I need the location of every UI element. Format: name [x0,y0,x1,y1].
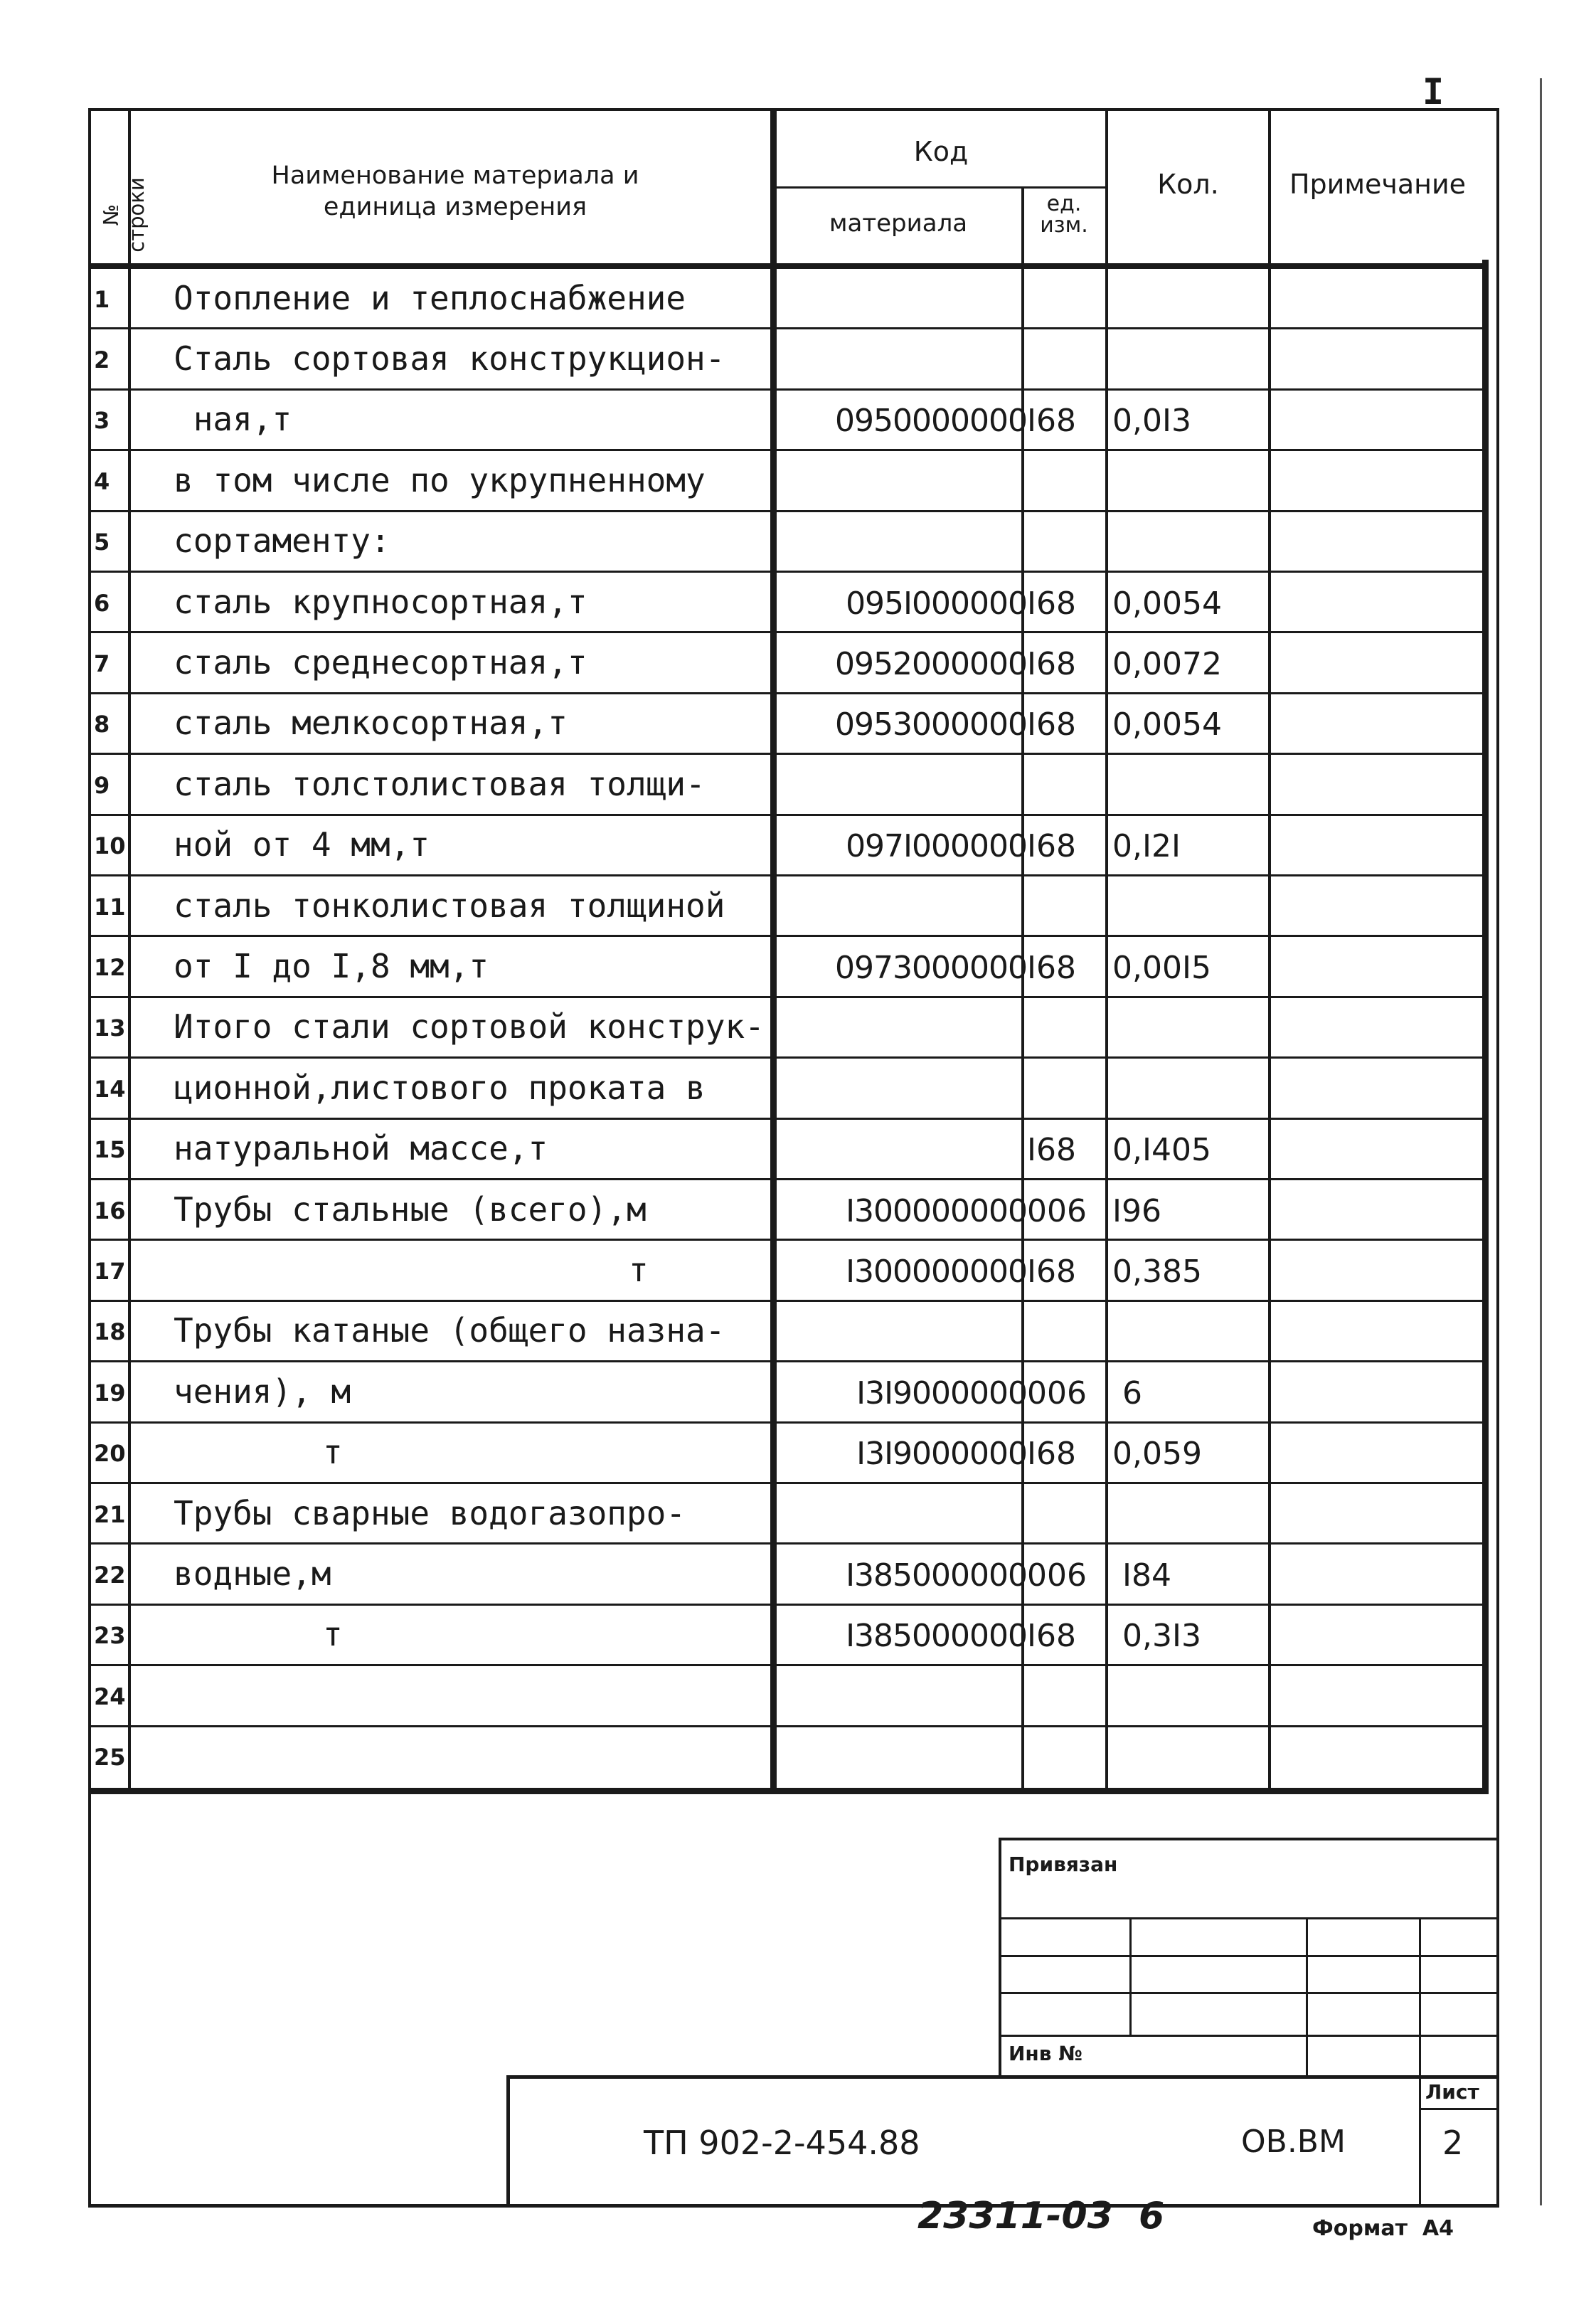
row-unit: I68 [1027,1132,1076,1169]
row-qty: 0,0054 [1112,585,1222,622]
row-number: 10 [94,832,126,860]
tb-section: ОВ.ВМ [1241,2124,1346,2160]
table-row [88,1241,1488,1301]
row-number: 4 [94,467,110,495]
table-row [88,1424,1488,1484]
table-row [88,512,1488,573]
corner-mark: I [1422,71,1445,112]
row-name: Трубы сварные водогазопро- [174,1493,686,1532]
row-qty: 0,00I5 [1112,950,1211,987]
frame-right [1496,108,1499,2207]
row-qty: 0,0I3 [1112,403,1191,440]
row-number: 15 [94,1136,126,1164]
tb-doc-code: ТП 902-2-454.88 [644,2124,920,2162]
header-name: Наименование материала и единица измерения [271,161,639,221]
row-number: 13 [94,1014,126,1042]
row-unit: I68 [1027,706,1076,743]
row-qty: 0,I405 [1112,1132,1211,1169]
row-code: I3I9000000 [856,1374,1027,1411]
tb-sheet-label: Лист [1425,2080,1479,2104]
row-name: натуральной массе,т [174,1129,548,1168]
row-name: чения), м [174,1372,351,1411]
table-row [88,1666,1488,1727]
tb-sheet-number: 2 [1442,2124,1464,2162]
row-name: Сталь сортовая конструкцион- [174,339,725,378]
row-number: 3 [94,407,110,435]
table-row [88,1362,1488,1423]
header-unit: ед. изм. [1040,191,1088,238]
row-number: 19 [94,1379,126,1406]
row-name: Отопление и теплоснабжение [174,278,686,317]
header-material: материала [829,209,968,238]
row-unit: 006 [1027,1557,1087,1594]
row-qty: 0,3I3 [1112,1618,1201,1655]
row-number: 5 [94,529,110,556]
row-unit: I68 [1027,1436,1076,1473]
row-number: 9 [94,771,110,799]
row-name: сталь среднесортная,т [174,643,587,682]
table-row [88,1180,1488,1241]
row-code: 095I000000 [846,585,1027,622]
row-number: 22 [94,1562,126,1589]
tb-attached-top [999,1838,1496,1840]
table-row [88,998,1488,1059]
row-number: 24 [94,1683,126,1710]
row-unit: I68 [1027,950,1076,987]
table-row [88,1606,1488,1666]
row-qty: I96 [1112,1192,1161,1229]
row-number: 18 [94,1318,126,1346]
row-unit: I68 [1027,646,1076,683]
row-number: 2 [94,346,110,374]
row-number: 12 [94,954,126,982]
row-unit: I68 [1027,403,1076,440]
tb-attached-left [999,1838,1001,2077]
row-qty: 6 [1112,1374,1142,1411]
row-number: 1 [94,285,110,313]
row-number: 21 [94,1500,126,1528]
top-right-tick [1540,78,1542,2205]
tb-vline-2 [1306,1917,1308,2077]
row-name: сортаменту: [174,521,390,561]
row-unit: 006 [1027,1374,1087,1411]
header-row-number: № строки [99,177,149,253]
code-subheader-line [770,186,1107,189]
row-name: Трубы стальные (всего),м [174,1190,647,1229]
handwritten-number: 23311-03 6 [917,2195,1165,2237]
table-row [88,1059,1488,1119]
row-number: 17 [94,1258,126,1286]
row-qty: 0,059 [1112,1436,1202,1473]
header-code: Код [913,136,969,167]
row-unit: I68 [1027,1618,1076,1655]
tb-main-top [506,2075,1496,2079]
row-name: от I до I,8 мм,т [174,947,489,986]
row-name: Трубы катаные (общего назна- [174,1311,725,1350]
header-bottom-line [88,263,1488,269]
table-row [88,694,1488,755]
row-name: сталь мелкосортная,т [174,704,568,743]
row-number: 23 [94,1622,126,1650]
paper-format: Формат А4 [1312,2216,1454,2241]
tb-attached-label: Привязан [1009,1853,1118,1876]
tb-vline-1 [1129,1917,1132,2037]
row-number: 7 [94,650,110,678]
row-code: 0952000000 [835,646,1027,683]
row-number: 16 [94,1197,126,1224]
tb-line-2 [999,1955,1496,1957]
row-name: водные,м [174,1554,331,1594]
row-name: т [629,1251,649,1290]
table-row [88,573,1488,633]
tb-sheet-label-line [1419,2108,1497,2110]
row-unit: I68 [1027,585,1076,622]
table-row [88,876,1488,937]
row-number: 25 [94,1744,126,1771]
table-row [88,1484,1488,1545]
table-row [88,391,1488,451]
tb-inv-label: Инв № [1009,2042,1082,2065]
table-row [88,755,1488,815]
table-row [88,1545,1488,1605]
row-code: 0953000000 [835,706,1027,743]
row-code: I300000000 [846,1254,1027,1291]
row-qty: 0,0054 [1112,706,1222,743]
tb-line-1 [999,1917,1496,1919]
frame-bottom [88,2204,1499,2208]
table-row [88,1727,1488,1788]
table-row [88,1302,1488,1362]
row-code: 0950000000 [835,403,1027,440]
frame-top [88,108,1499,111]
table-bottom-line [88,1788,1488,1794]
row-name: в том числе по укрупненному [174,460,706,499]
table-row [88,451,1488,512]
row-code: I3I9000000 [856,1436,1027,1473]
row-name: т [323,1433,343,1472]
header-qty: Кол. [1157,169,1219,200]
row-qty: I84 [1112,1557,1171,1594]
row-number: 20 [94,1440,126,1468]
row-code: I385000000 [846,1618,1027,1655]
row-number: 14 [94,1075,126,1103]
row-name: сталь тонколистовая толщиной [174,886,725,925]
row-name: сталь толстолистовая толщи- [174,764,706,803]
row-name: Итого стали сортовой конструк- [174,1007,765,1047]
tb-line-3 [999,1992,1496,1994]
row-name: т [323,1615,343,1654]
table-row [88,816,1488,876]
row-code: 0973000000 [835,950,1027,987]
row-number: 8 [94,711,110,738]
row-code: I300000000 [846,1192,1027,1229]
row-qty: 0,0072 [1112,646,1222,683]
table-row [88,329,1488,390]
row-name: ной от 4 мм,т [174,825,430,864]
row-unit: I68 [1027,1254,1076,1291]
row-name: сталь крупносортная,т [174,582,587,621]
row-name: ная,т [174,400,292,439]
row-number: 6 [94,589,110,617]
row-unit: 006 [1027,1192,1087,1229]
row-qty: 0,I2I [1112,828,1181,865]
tb-main-left [506,2075,510,2205]
table-row [88,633,1488,694]
tb-line-4 [999,2035,1496,2037]
row-name: ционной,листового проката в [174,1068,706,1107]
row-unit: I68 [1027,828,1076,865]
row-code: I385000000 [846,1557,1027,1594]
tb-vline-3 [1419,1917,1421,2205]
table-row [88,937,1488,997]
row-code: 097I000000 [846,828,1027,865]
table-row [88,269,1488,329]
table-row [88,1120,1488,1180]
row-qty: 0,385 [1112,1254,1202,1291]
row-number: 11 [94,893,126,921]
header-note: Примечание [1289,169,1467,200]
